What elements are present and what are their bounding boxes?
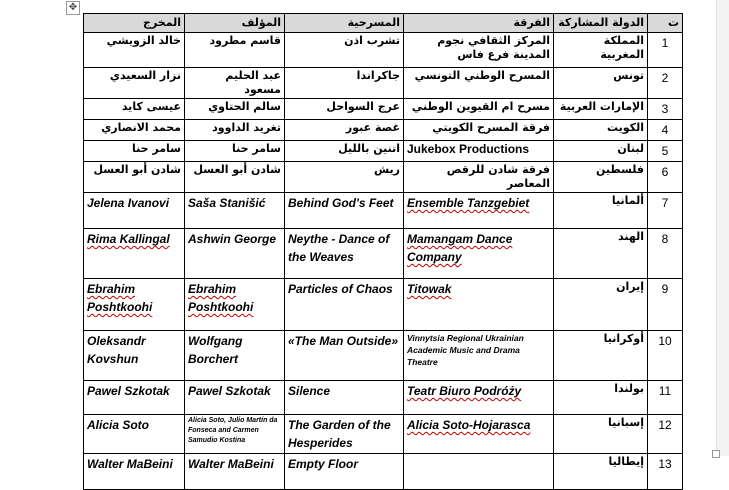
table-row (84, 415, 683, 454)
cell-play[interactable]: Particles of Chaos (285, 279, 404, 331)
cell-country[interactable]: تونس (554, 68, 648, 99)
table-row (84, 120, 683, 141)
table-row (84, 279, 683, 331)
troupe-name: Alicia Soto-Hojarasca (407, 418, 531, 432)
cell-play[interactable]: Behind God's Feet (285, 193, 404, 229)
director-name: Rima Kallingal (87, 232, 170, 246)
table-row (84, 99, 683, 120)
cell-play[interactable]: ريش (285, 162, 404, 193)
cell-troupe[interactable]: مسرح ام القيوين الوطني (404, 99, 554, 120)
cell-country[interactable]: لبنان (554, 141, 648, 162)
cell-director[interactable]: Jelena Ivanovi (84, 193, 185, 229)
cell-director[interactable]: Pawel Szkotak (84, 381, 185, 415)
cell-troupe[interactable]: Vinnytsia Regional Ukrainian Academic Music and Drama Theatre (404, 331, 554, 381)
page-margin-edge (716, 0, 729, 456)
cell-country[interactable]: المملكة المغربية (554, 33, 648, 68)
cell-author[interactable] (185, 279, 285, 331)
cell-country[interactable]: إيطاليا (554, 454, 648, 490)
cell-number[interactable]: 8 (648, 229, 683, 279)
troupe-name: Mamangam Dance Company (407, 232, 513, 264)
table-row (84, 229, 683, 279)
cell-number[interactable]: 1 (648, 33, 683, 68)
cell-country[interactable]: الهند (554, 229, 648, 279)
cell-number[interactable]: 10 (648, 331, 683, 381)
cell-play[interactable]: تشرب اذن (285, 33, 404, 68)
cell-troupe[interactable] (404, 454, 554, 490)
table-resize-handle-icon[interactable] (712, 450, 720, 458)
cell-troupe[interactable] (404, 415, 554, 454)
cell-country[interactable]: إسبانيا (554, 415, 648, 454)
cell-play[interactable]: جاكراندا (285, 68, 404, 99)
table-row (84, 454, 683, 490)
cell-author[interactable]: Saša Stanišić (185, 193, 285, 229)
cell-country[interactable]: فلسطين (554, 162, 648, 193)
table-row (84, 68, 683, 99)
cell-director[interactable]: خالد الزويشي (84, 33, 185, 68)
cell-number[interactable]: 3 (648, 99, 683, 120)
cell-troupe[interactable] (404, 381, 554, 415)
header-author: المؤلف (185, 14, 285, 33)
cell-play[interactable]: Empty Floor (285, 454, 404, 490)
troupe-name: Titowak (407, 282, 452, 296)
cell-country[interactable]: ألمانيا (554, 193, 648, 229)
cell-number[interactable]: 5 (648, 141, 683, 162)
cell-director[interactable]: عيسى كايد (84, 99, 185, 120)
cell-play[interactable]: «The Man Outside» (285, 331, 404, 381)
header-country: الدولة المشاركة (554, 14, 648, 33)
cell-number[interactable]: 4 (648, 120, 683, 141)
author-name: Ebrahim Poshtkoohi (188, 282, 254, 314)
cell-country[interactable]: إيران (554, 279, 648, 331)
cell-author[interactable]: تغريد الداوود (185, 120, 285, 141)
cell-author[interactable]: سامر حنا (185, 141, 285, 162)
cell-director[interactable]: Alicia Soto (84, 415, 185, 454)
cell-director[interactable]: نزار السعيدي (84, 68, 185, 99)
cell-play[interactable]: Neythe - Dance of the Weaves (285, 229, 404, 279)
cell-number[interactable]: 2 (648, 68, 683, 99)
cell-number[interactable]: 7 (648, 193, 683, 229)
cell-troupe[interactable]: فرقة المسرح الكويتي (404, 120, 554, 141)
cell-troupe[interactable] (404, 229, 554, 279)
cell-director[interactable] (84, 279, 185, 331)
cell-director[interactable]: Oleksandr Kovshun (84, 331, 185, 381)
festival-table (83, 13, 683, 490)
cell-country[interactable]: الكويت (554, 120, 648, 141)
cell-director[interactable]: محمد الانصاري (84, 120, 185, 141)
cell-country[interactable]: الإمارات العربية (554, 99, 648, 120)
cell-troupe[interactable] (404, 279, 554, 331)
cell-author[interactable]: Wolfgang Borchert (185, 331, 285, 381)
cell-number[interactable]: 6 (648, 162, 683, 193)
cell-play[interactable]: Silence (285, 381, 404, 415)
cell-country[interactable]: أوكرانيا (554, 331, 648, 381)
table-row (84, 193, 683, 229)
cell-author[interactable]: Ashwin George (185, 229, 285, 279)
table-header-row (84, 14, 683, 33)
cell-director[interactable]: سامر حنا (84, 141, 185, 162)
header-director: المخرج (84, 14, 185, 33)
cell-author[interactable]: Alicia Soto, Julio Martín da Fonseca and Carmen Samudio Kostina (185, 415, 285, 454)
header-number: ت (648, 14, 683, 33)
table-row (84, 162, 683, 193)
cell-country[interactable]: بولندا (554, 381, 648, 415)
header-play: المسرحية (285, 14, 404, 33)
cell-author[interactable]: Pawel Szkotak (185, 381, 285, 415)
header-troupe: الفرقة (404, 14, 554, 33)
table-row (84, 381, 683, 415)
cell-troupe[interactable]: المركز الثقافي نجوم المدينة فرع فاس (404, 33, 554, 68)
cell-author[interactable]: قاسم مطرود (185, 33, 285, 68)
cell-play[interactable]: The Garden of the Hesperides (285, 415, 404, 454)
troupe-name: Ensemble Tanzgebiet (407, 196, 530, 210)
director-name: Ebrahim Poshtkoohi (87, 282, 153, 314)
table-row (84, 33, 683, 68)
cell-troupe[interactable]: المسرح الوطني التونسي (404, 68, 554, 99)
table-row (84, 141, 683, 162)
table-row (84, 331, 683, 381)
cell-troupe[interactable]: فرقة شادن للرقص المعاصر (404, 162, 554, 193)
cell-director[interactable]: شادن أبو العسل (84, 162, 185, 193)
cell-play[interactable]: عرج السواحل (285, 99, 404, 120)
cell-author[interactable]: شادن أبو العسل (185, 162, 285, 193)
cell-director[interactable] (84, 229, 185, 279)
cell-author[interactable]: عبد الحليم مسعود (185, 68, 285, 99)
cell-troupe[interactable]: Jukebox Productions (404, 141, 554, 162)
cell-troupe[interactable] (404, 193, 554, 229)
cell-play[interactable]: اتنين بالليل (285, 141, 404, 162)
cell-number[interactable]: 11 (648, 381, 683, 415)
table-move-handle-icon[interactable]: ✥ (66, 1, 80, 15)
cell-number[interactable]: 12 (648, 415, 683, 454)
cell-number[interactable]: 13 (648, 454, 683, 490)
cell-play[interactable]: غصة عبور (285, 120, 404, 141)
cell-number[interactable]: 9 (648, 279, 683, 331)
cell-author[interactable]: سالم الحتاوي (185, 99, 285, 120)
troupe-name: Teatr Biuro Podróży (407, 384, 522, 398)
cell-director[interactable]: Walter MaBeini (84, 454, 185, 490)
cell-author[interactable]: Walter MaBeini (185, 454, 285, 490)
